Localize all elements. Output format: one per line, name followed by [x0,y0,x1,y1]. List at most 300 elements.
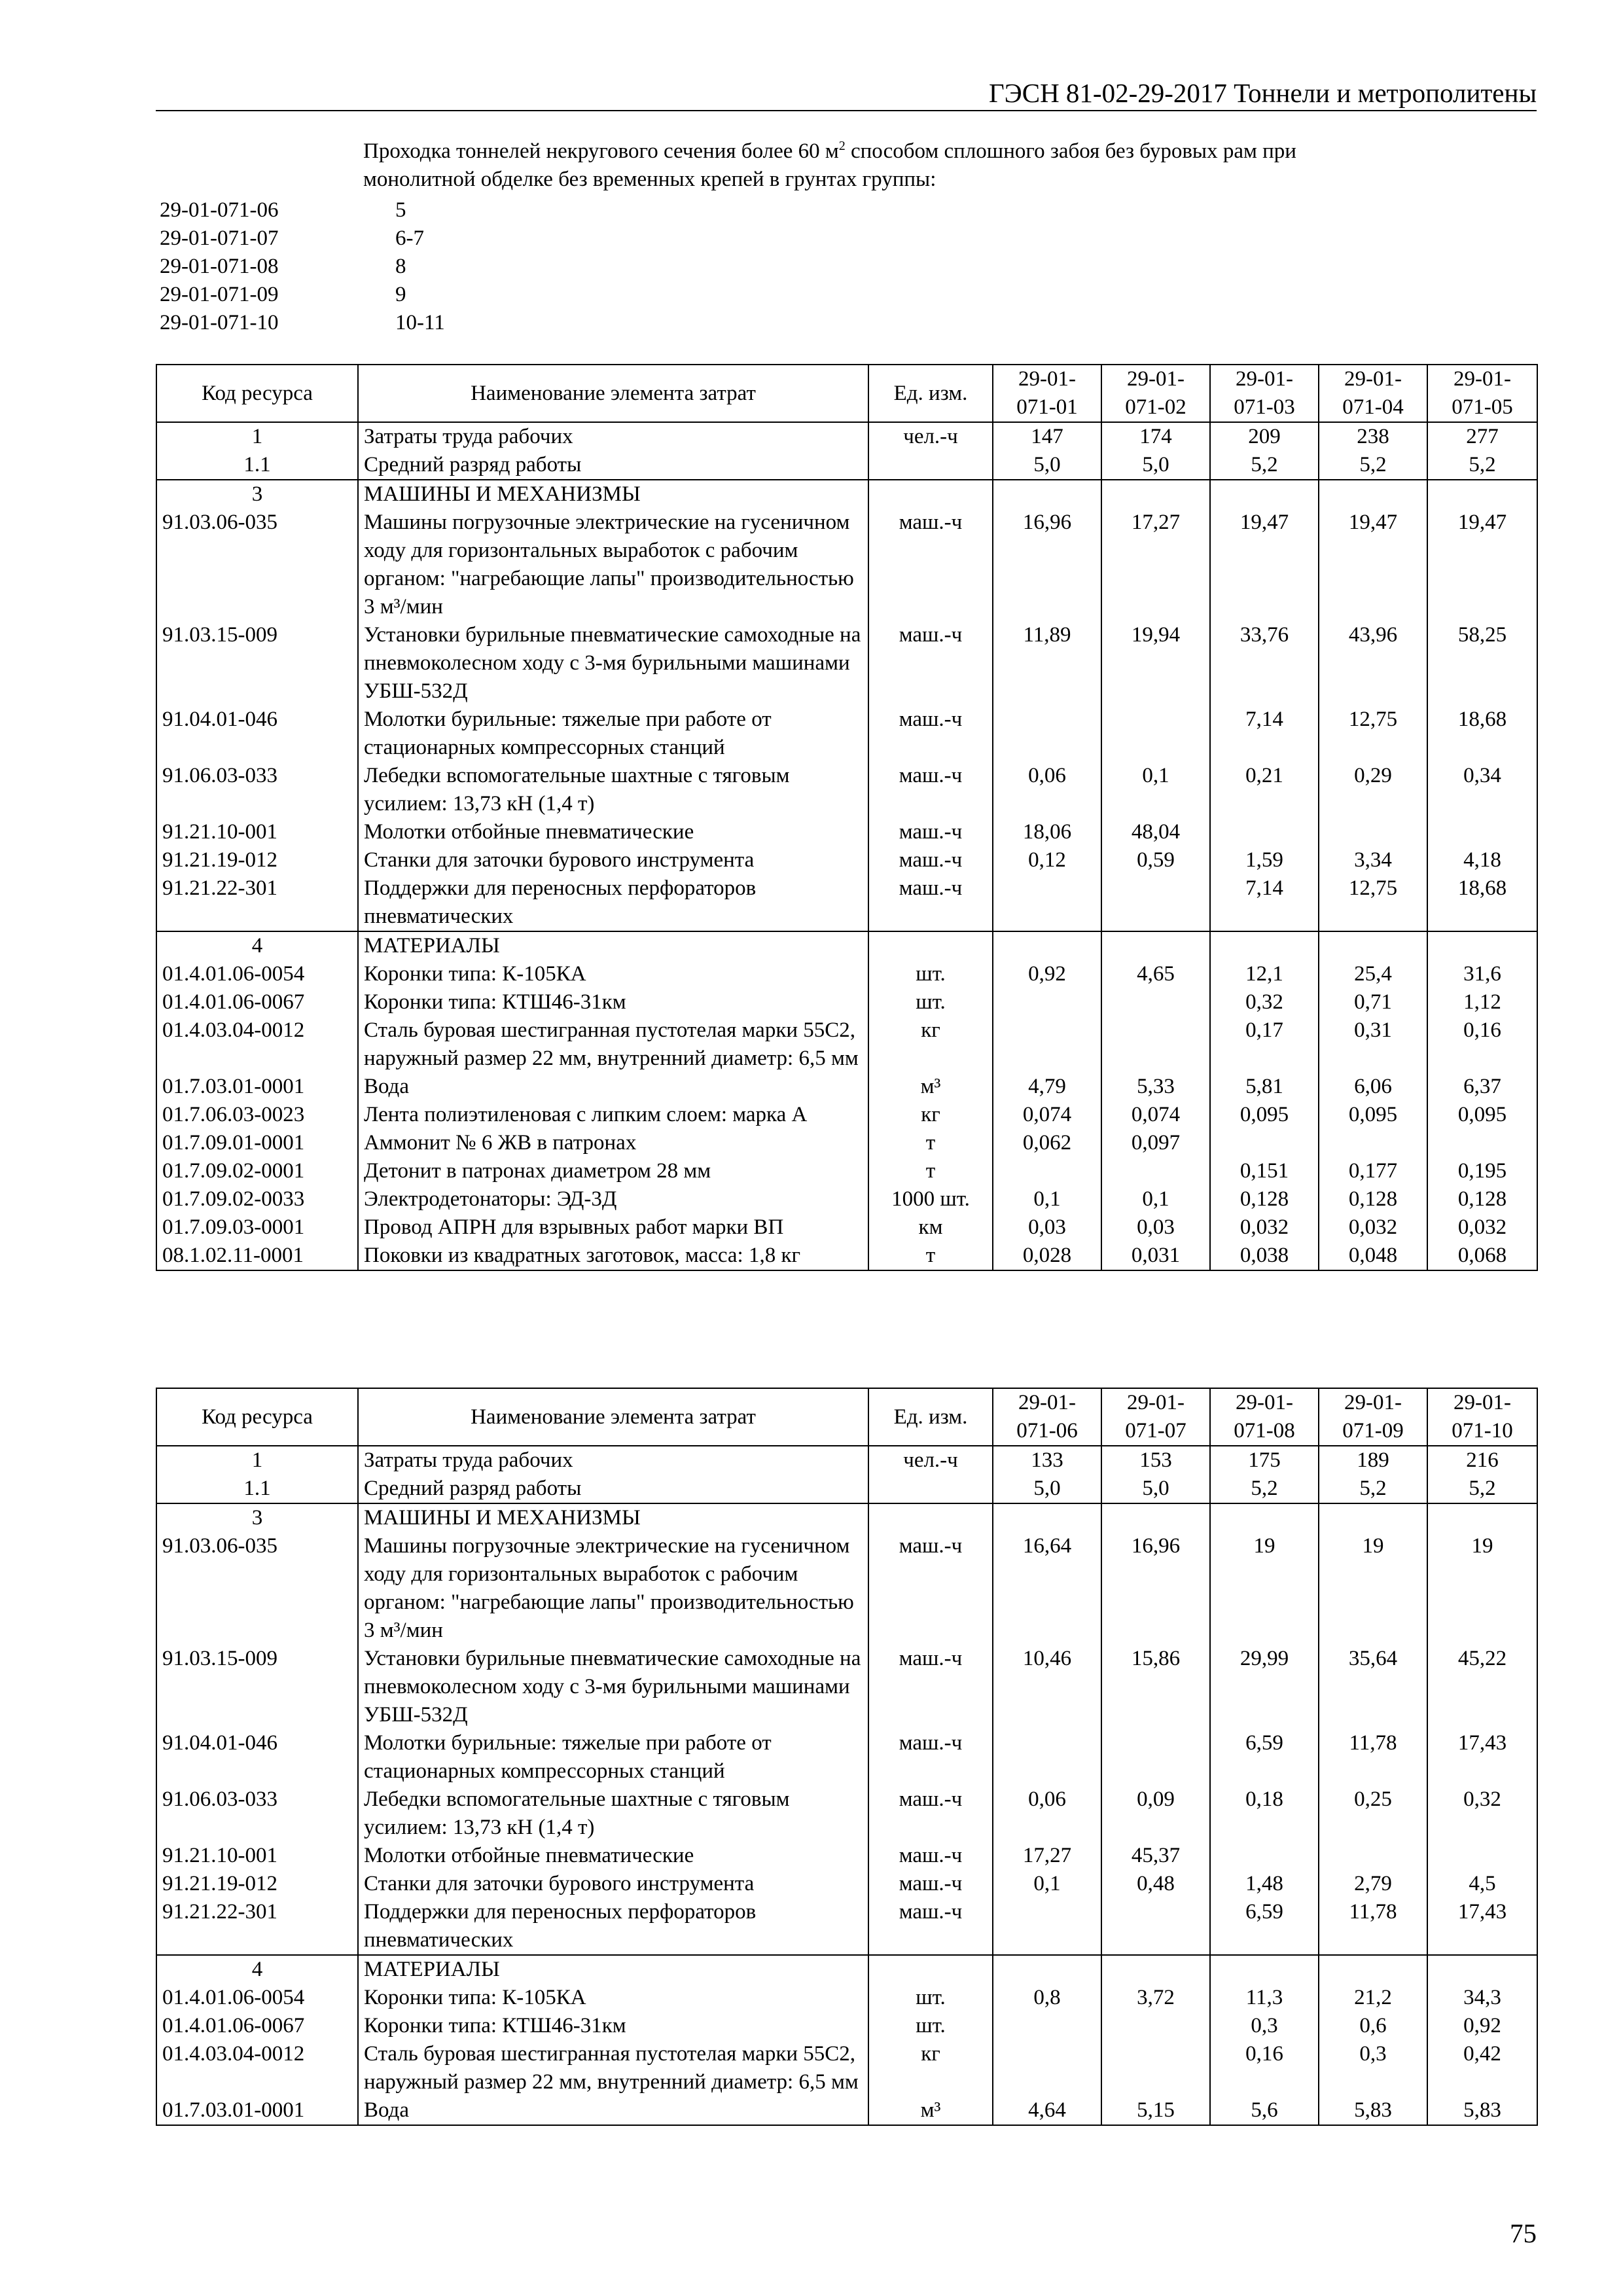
resource-value [993,2012,1101,2040]
resource-code: 91.03.06-035 [156,509,358,621]
resource-value: 0,128 [1210,1185,1319,1213]
resource-name: Установки бурильные пневматические самоходные на пневмоколесном ходу с 3-мя бурильными машинами УБШ-532Д [358,1645,868,1729]
resource-name: Поддержки для переносных перфораторов пневматических [358,874,868,931]
section-description [363,137,1541,194]
resource-value: 17,43 [1427,1898,1537,1955]
resource-value: 209 [1210,422,1319,451]
resource-unit: кг [868,1101,993,1129]
resource-value [1101,1955,1210,1984]
resource-value: 0,1 [1101,762,1210,818]
resource-name: Коронки типа: К-105КА [358,1984,868,2012]
resource-value: 2,79 [1319,1870,1427,1898]
resource-value: 33,76 [1210,621,1319,706]
resource-code: 91.03.15-009 [156,621,358,706]
resource-value: 3,72 [1101,1984,1210,2012]
resource-value [1101,706,1210,762]
resource-name: Установки бурильные пневматические самоходные на пневмоколесном ходу с 3-мя бурильными машинами УБШ-532Д [358,621,868,706]
resource-value [1210,1955,1319,1984]
resource-unit: т [868,1242,993,1270]
header-unit: Ед. изм. [868,1388,993,1446]
table-row [156,1446,1537,1475]
table-row [156,1532,1537,1645]
resource-unit [868,1955,993,1984]
resource-value [1319,818,1427,846]
resource-value: 16,64 [993,1532,1101,1645]
resource-table-2 [156,1388,1538,2126]
resource-value: 0,16 [1427,1016,1537,1073]
resource-value: 0,038 [1210,1242,1319,1270]
resource-value [1427,480,1537,509]
resource-code: 1 [156,1446,358,1475]
document-title: ГЭСН 81-02-29-2017 Тоннели и метрополитены [988,78,1537,108]
resource-value [1319,1503,1427,1532]
resource-value: 58,25 [1427,621,1537,706]
resource-unit: маш.-ч [868,706,993,762]
resource-value: 5,2 [1427,1475,1537,1503]
resource-value [993,1729,1101,1785]
resource-code: 4 [156,931,358,960]
resource-value: 11,3 [1210,1984,1319,2012]
resource-code: 01.4.01.06-0054 [156,960,358,988]
resource-value: 0,151 [1210,1157,1319,1185]
header-col: 29-01- 071-02 [1101,365,1210,422]
description-line-1: Проходка тоннелей некругового сечения более 60 $м^2$ способом сплошного забоя без буровых рам при [363,139,1296,163]
resource-value: 12,75 [1319,706,1427,762]
resource-value [993,706,1101,762]
resource-value [1101,2012,1210,2040]
resource-table-1 [156,364,1538,1271]
resource-value: 5,2 [1427,451,1537,480]
resource-value: 277 [1427,422,1537,451]
resource-value: 0,03 [993,1213,1101,1242]
resource-code: 01.7.09.02-0001 [156,1157,358,1185]
resource-name: МАШИНЫ И МЕХАНИЗМЫ [358,480,868,509]
resource-value: 0,128 [1427,1185,1537,1213]
resource-value: 4,64 [993,2096,1101,2125]
resource-code: 01.7.09.03-0001 [156,1213,358,1242]
resource-name: Станки для заточки бурового инструмента [358,846,868,874]
resource-name: Поковки из квадратных заготовок, масса: 1,8 кг [358,1242,868,1270]
resource-value: 0,18 [1210,1785,1319,1842]
resource-value: 0,21 [1210,762,1319,818]
resource-value [1427,1503,1537,1532]
resource-code: 01.7.03.01-0001 [156,2096,358,2125]
resource-name: МАТЕРИАЛЫ [358,1955,868,1984]
resource-value: 19,47 [1210,509,1319,621]
resource-value: 0,1 [993,1185,1101,1213]
resource-value: 0,6 [1319,2012,1427,2040]
resource-value: 5,33 [1101,1073,1210,1101]
resource-value: 0,062 [993,1129,1101,1157]
header-col: 29-01- 071-08 [1210,1388,1319,1446]
resource-code: 01.7.06.03-0023 [156,1101,358,1129]
resource-value: 0,032 [1210,1213,1319,1242]
code-list-item: 29-01-071-06 5 [160,198,406,222]
resource-value [993,480,1101,509]
resource-unit: м³ [868,1073,993,1101]
resource-value: 0,09 [1101,1785,1210,1842]
resource-unit: маш.-ч [868,1645,993,1729]
resource-name: МАШИНЫ И МЕХАНИЗМЫ [358,1503,868,1532]
resource-value: 17,43 [1427,1729,1537,1785]
resource-code: 91.21.10-001 [156,1842,358,1870]
resource-code: 1.1 [156,1475,358,1503]
resource-value [1427,1129,1537,1157]
resource-value: 0,32 [1427,1785,1537,1842]
section-header-row [156,1503,1537,1532]
resource-value: 6,06 [1319,1073,1427,1101]
code-list-item: 29-01-071-07 6-7 [160,226,424,250]
resource-value: 17,27 [993,1842,1101,1870]
table-header-row [156,365,1537,422]
table-row [156,1870,1537,1898]
resource-code: 01.4.03.04-0012 [156,2040,358,2096]
resource-name: Лебедки вспомогательные шахтные с тяговым усилием: 13,73 кН (1,4 т) [358,1785,868,1842]
resource-value: 0,03 [1101,1213,1210,1242]
resource-unit: маш.-ч [868,1532,993,1645]
resource-unit: маш.-ч [868,1842,993,1870]
table-row [156,2012,1537,2040]
resource-value: 31,6 [1427,960,1537,988]
header-code: Код ресурса [156,1388,358,1446]
resource-value: 11,78 [1319,1898,1427,1955]
resource-unit: шт. [868,960,993,988]
resource-value: 0,177 [1319,1157,1427,1185]
header-code: Код ресурса [156,365,358,422]
resource-value [1210,1842,1319,1870]
resource-value: 0,1 [1101,1185,1210,1213]
resource-value: 0,095 [1319,1101,1427,1129]
resource-value: 5,0 [1101,1475,1210,1503]
section-header-row [156,1955,1537,1984]
resource-value [1101,1729,1210,1785]
resource-value: 19,47 [1319,509,1427,621]
header-col: 29-01- 071-09 [1319,1388,1427,1446]
resource-value: 0,34 [1427,762,1537,818]
resource-value: 0,195 [1427,1157,1537,1185]
resource-value: 238 [1319,422,1427,451]
table-row [156,762,1537,818]
resource-code: 01.4.03.04-0012 [156,1016,358,1073]
resource-value: 216 [1427,1446,1537,1475]
header-name: Наименование элемента затрат [358,365,868,422]
resource-value: 45,22 [1427,1645,1537,1729]
resource-name: Средний разряд работы [358,451,868,480]
resource-value: 25,4 [1319,960,1427,988]
resource-value: 0,032 [1319,1213,1427,1242]
resource-code: 91.04.01-046 [156,1729,358,1785]
section-header-row [156,480,1537,509]
resource-value: 0,028 [993,1242,1101,1270]
resource-value [1427,818,1537,846]
table-row [156,1213,1537,1242]
table-row [156,818,1537,846]
resource-value [1319,1842,1427,1870]
resource-value: 12,75 [1319,874,1427,931]
resource-name: Сталь буровая шестигранная пустотелая марки 55С2, наружный размер 22 мм, внутренний диаметр: 6,5 мм [358,2040,868,2096]
resource-value [1427,1955,1537,1984]
resource-unit: маш.-ч [868,762,993,818]
resource-value: 17,27 [1101,509,1210,621]
resource-value [1210,1129,1319,1157]
resource-value: 1,59 [1210,846,1319,874]
resource-unit: маш.-ч [868,1729,993,1785]
resource-name: Провод АПРН для взрывных работ марки ВП [358,1213,868,1242]
resource-code: 91.03.15-009 [156,1645,358,1729]
resource-unit: чел.-ч [868,422,993,451]
resource-code: 1 [156,422,358,451]
resource-name: Станки для заточки бурового инструмента [358,1870,868,1898]
resource-unit: шт. [868,2012,993,2040]
table-row [156,1645,1537,1729]
table-row [156,1185,1537,1213]
resource-code: 91.03.06-035 [156,1532,358,1645]
code-list-item: 29-01-071-10 10-11 [160,311,445,334]
resource-value [993,1898,1101,1955]
resource-name: Средний разряд работы [358,1475,868,1503]
resource-value [1210,480,1319,509]
code-list [160,196,526,337]
resource-value: 0,92 [993,960,1101,988]
resource-value [993,1157,1101,1185]
table-row [156,874,1537,931]
resource-unit: км [868,1213,993,1242]
resource-value: 6,59 [1210,1898,1319,1955]
resource-name: Машины погрузочные электрические на гусеничном ходу для горизонтальных выработок с рабочим органом: "нагребающие лапы" производительностью 3 м³/мин [358,509,868,621]
resource-value: 175 [1210,1446,1319,1475]
resource-value: 0,1 [993,1870,1101,1898]
resource-name: Молотки отбойные пневматические [358,1842,868,1870]
resource-value [1319,1955,1427,1984]
header-unit: Ед. изм. [868,365,993,422]
resource-unit: маш.-ч [868,818,993,846]
resource-value: 153 [1101,1446,1210,1475]
resource-value: 5,2 [1210,1475,1319,1503]
resource-value: 4,65 [1101,960,1210,988]
resource-unit [868,931,993,960]
resource-value: 5,83 [1427,2096,1537,2125]
resource-unit: шт. [868,988,993,1016]
resource-value: 19 [1210,1532,1319,1645]
resource-value [993,2040,1101,2096]
resource-code: 91.21.22-301 [156,1898,358,1955]
resource-value: 5,0 [993,1475,1101,1503]
page-header [156,73,1537,111]
resource-value: 19 [1319,1532,1427,1645]
resource-name: Молотки отбойные пневматические [358,818,868,846]
resource-value: 3,34 [1319,846,1427,874]
resource-value: 7,14 [1210,874,1319,931]
resource-unit [868,451,993,480]
page-number: 75 [1510,2218,1537,2248]
resource-value: 1,48 [1210,1870,1319,1898]
resource-code: 01.7.09.01-0001 [156,1129,358,1157]
resource-value: 0,031 [1101,1242,1210,1270]
resource-value [1101,931,1210,960]
header-col: 29-01- 071-05 [1427,365,1537,422]
resource-value: 0,074 [993,1101,1101,1129]
resource-value: 0,25 [1319,1785,1427,1842]
resource-value: 34,3 [1427,1984,1537,2012]
resource-value [1210,818,1319,846]
resource-name: Коронки типа: КТШ46-31км [358,988,868,1016]
header-name: Наименование элемента затрат [358,1388,868,1446]
resource-value: 43,96 [1319,621,1427,706]
resource-value: 133 [993,1446,1101,1475]
resource-name: Коронки типа: КТШ46-31км [358,2012,868,2040]
resource-value [993,874,1101,931]
resource-unit: маш.-ч [868,509,993,621]
table-row [156,2096,1537,2125]
table-row [156,1842,1537,1870]
resource-value [993,1955,1101,1984]
resource-code: 01.7.09.02-0033 [156,1185,358,1213]
resource-value [993,1016,1101,1073]
resource-value [1101,480,1210,509]
resource-unit: маш.-ч [868,1785,993,1842]
resource-unit: кг [868,1016,993,1073]
resource-value [1319,480,1427,509]
resource-value: 7,14 [1210,706,1319,762]
resource-value: 1,12 [1427,988,1537,1016]
resource-code: 01.4.01.06-0067 [156,2012,358,2040]
resource-value: 18,68 [1427,706,1537,762]
resource-value [1319,1129,1427,1157]
resource-value: 0,59 [1101,846,1210,874]
header-col: 29-01- 071-04 [1319,365,1427,422]
header-col: 29-01- 071-10 [1427,1388,1537,1446]
resource-unit: т [868,1157,993,1185]
resource-code: 4 [156,1955,358,1984]
resource-value: 6,59 [1210,1729,1319,1785]
resource-value [1210,1503,1319,1532]
resource-value: 0,31 [1319,1016,1427,1073]
resource-value: 15,86 [1101,1645,1210,1729]
resource-value: 0,048 [1319,1242,1427,1270]
table-row [156,1729,1537,1785]
resource-value: 0,095 [1210,1101,1319,1129]
resource-unit: маш.-ч [868,846,993,874]
resource-name: Затраты труда рабочих [358,422,868,451]
resource-value [1101,1503,1210,1532]
resource-value: 0,42 [1427,2040,1537,2096]
resource-code: 3 [156,480,358,509]
resource-unit: т [868,1129,993,1157]
resource-value: 5,0 [1101,451,1210,480]
resource-value: 0,8 [993,1984,1101,2012]
resource-value [1101,1898,1210,1955]
header-col: 29-01- 071-06 [993,1388,1101,1446]
resource-value: 11,89 [993,621,1101,706]
resource-value [1101,1016,1210,1073]
resource-value: 174 [1101,422,1210,451]
resource-value: 45,37 [1101,1842,1210,1870]
header-col: 29-01- 071-07 [1101,1388,1210,1446]
resource-name: Вода [358,2096,868,2125]
table-row [156,1129,1537,1157]
resource-value: 19,94 [1101,621,1210,706]
resource-unit: 1000 шт. [868,1185,993,1213]
resource-name: Лебедки вспомогательные шахтные с тяговым усилием: 13,73 кН (1,4 т) [358,762,868,818]
resource-unit: шт. [868,1984,993,2012]
resource-value: 147 [993,422,1101,451]
resource-value: 0,097 [1101,1129,1210,1157]
table-row [156,422,1537,451]
resource-value: 4,79 [993,1073,1101,1101]
table-row [156,1475,1537,1503]
resource-value: 0,068 [1427,1242,1537,1270]
resource-value: 5,2 [1319,1475,1427,1503]
table-row [156,1101,1537,1129]
resource-value: 19 [1427,1532,1537,1645]
resource-value: 5,2 [1210,451,1319,480]
resource-value: 5,81 [1210,1073,1319,1101]
resource-value: 5,6 [1210,2096,1319,2125]
table-row [156,1016,1537,1073]
resource-value: 16,96 [993,509,1101,621]
resource-name: Вода [358,1073,868,1101]
resource-code: 01.4.01.06-0054 [156,1984,358,2012]
resource-code: 91.21.19-012 [156,1870,358,1898]
resource-name: Молотки бурильные: тяжелые при работе от стационарных компрессорных станций [358,706,868,762]
resource-value: 0,29 [1319,762,1427,818]
table-row [156,706,1537,762]
table-row [156,846,1537,874]
resource-value: 189 [1319,1446,1427,1475]
resource-value: 18,06 [993,818,1101,846]
resource-value: 29,99 [1210,1645,1319,1729]
resource-value: 0,16 [1210,2040,1319,2096]
resource-code: 91.06.03-033 [156,1785,358,1842]
resource-code: 91.21.10-001 [156,818,358,846]
resource-value: 4,18 [1427,846,1537,874]
resource-value: 0,48 [1101,1870,1210,1898]
table-row [156,451,1537,480]
resource-value [1210,931,1319,960]
resource-name: Коронки типа: К-105КА [358,960,868,988]
resource-value [1101,874,1210,931]
resource-value: 0,12 [993,846,1101,874]
resource-value: 0,32 [1210,988,1319,1016]
resource-value: 11,78 [1319,1729,1427,1785]
table-row [156,1898,1537,1955]
section-header-row [156,931,1537,960]
resource-unit: кг [868,2040,993,2096]
resource-value: 6,37 [1427,1073,1537,1101]
table-row [156,621,1537,706]
resource-unit [868,480,993,509]
resource-value: 10,46 [993,1645,1101,1729]
resource-unit: м³ [868,2096,993,2125]
resource-value: 0,128 [1319,1185,1427,1213]
resource-value: 4,5 [1427,1870,1537,1898]
resource-value: 12,1 [1210,960,1319,988]
resource-value: 5,15 [1101,2096,1210,2125]
resource-code: 91.21.22-301 [156,874,358,931]
resource-value [1101,2040,1210,2096]
resource-value [1101,988,1210,1016]
table-row [156,2040,1537,2096]
resource-unit: чел.-ч [868,1446,993,1475]
resource-value [993,931,1101,960]
code-list-item: 29-01-071-08 8 [160,255,406,278]
resource-name: Затраты труда рабочих [358,1446,868,1475]
resource-value: 5,2 [1319,451,1427,480]
resource-code: 91.04.01-046 [156,706,358,762]
resource-value: 48,04 [1101,818,1210,846]
resource-value [1101,1157,1210,1185]
resource-name: Аммонит № 6 ЖВ в патронах [358,1129,868,1157]
